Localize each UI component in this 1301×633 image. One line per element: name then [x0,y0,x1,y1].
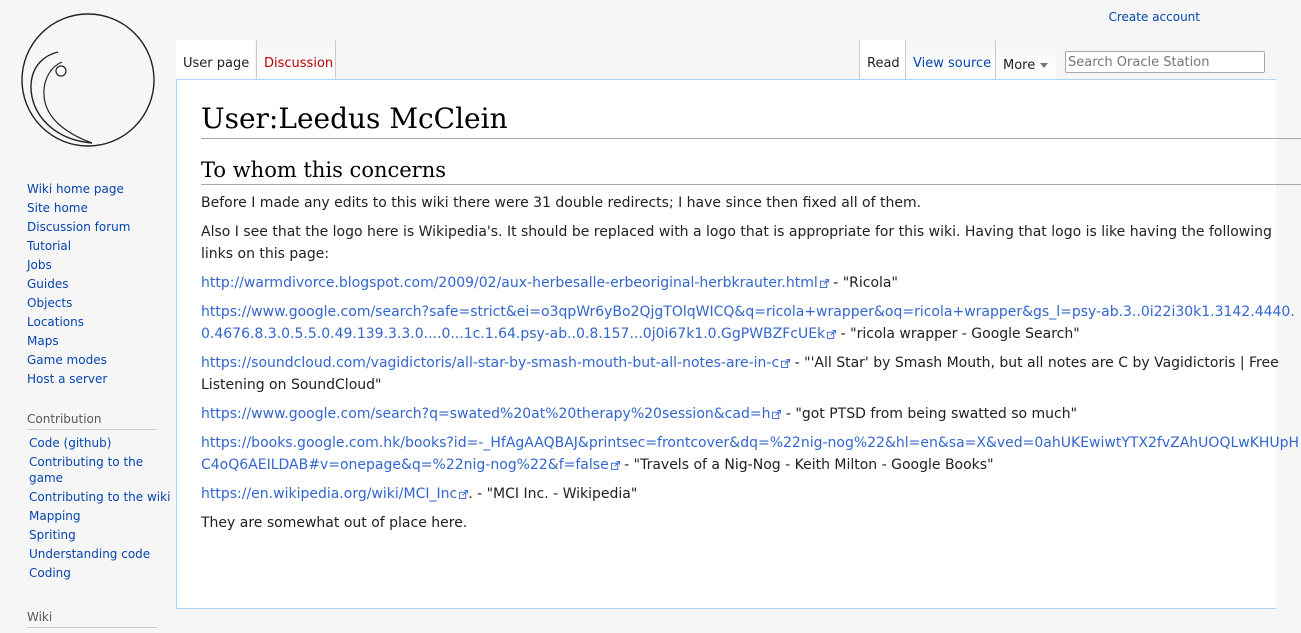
link-item [201,432,1301,476]
sidebar-item [27,218,176,237]
sidebar-item [27,351,176,370]
link-description: - "got PTSD from being swatted so much" [781,406,1078,422]
sidebar-item [29,508,176,524]
chevron-down-icon [1040,63,1048,68]
sidebar-item-understanding-code[interactable]: Understanding code [29,547,151,561]
tab-read[interactable]: Read [859,40,905,80]
external-link-url: https://soundcloud.com/vagidictoris/all-star-by-smash-mouth-but-all-notes-are-in-c [201,355,780,371]
external-link[interactable] [201,406,781,422]
link-description: - "ricola wrapper - Google Search" [836,326,1080,342]
sidebar-item [27,199,176,218]
external-link-url: https://www.google.com/search?safe=strict&ei=o3qpWr6yBo2QjgTOlqWICQ&q=ricola+wrapper&oq=ricola+wrapper&gs_l=psy-ab.3..0i22i30k1.3142.4440.0.4676.8.3.0.5.5.0.49.139.3.3.0....0...1c.1.64.psy-ab..0.8.157...0j0i67k1.0.GgPWBZFcUEk [201,304,1295,342]
sidebar-item [27,237,176,256]
paragraph-logo: Also I see that the logo here is Wikipedia's. It should be replaced with a logo that is appropriate for this wiki. Having that logo is like having the following links on this page: [201,224,1272,262]
page-title: User:Leedus McClein [201,102,1301,139]
sidebar-item [29,565,176,581]
external-link-url: https://www.google.com/search?q=swated%20at%20therapy%20session&cad=h [201,406,771,422]
logo-icon [0,0,176,160]
sidebar-wiki [27,610,176,633]
external-link[interactable] [201,486,468,502]
sidebar-item [27,294,176,313]
sidebar-item [27,370,176,389]
sidebar-heading-contribution: Contribution [27,412,157,430]
sidebar-heading-wiki: Wiki [27,610,157,628]
sidebar-item [29,435,176,451]
tab-view-source[interactable]: View source [905,40,995,80]
external-link-icon [781,359,790,368]
sidebar-item [29,489,176,505]
sidebar-item-contributing-game[interactable]: Contributing to the game [29,455,144,485]
link-description: - "Ricola" [828,275,898,291]
sidebar-item-spriting[interactable]: Spriting [29,528,76,542]
tab-discussion[interactable]: Discussion [256,40,336,80]
sidebar-item [27,180,176,199]
personal-tools [1109,10,1201,24]
sidebar-item-game-modes[interactable]: Game modes [27,353,107,367]
sidebar-item-wiki-home-page[interactable]: Wiki home page [27,182,124,196]
external-link[interactable] [201,275,829,291]
sidebar-item [27,332,176,351]
sidebar-item-jobs[interactable]: Jobs [27,258,52,272]
external-link-icon [820,279,829,288]
sidebar-item-mapping[interactable]: Mapping [29,509,81,523]
sidebar-item [29,454,176,486]
external-link-url: https://en.wikipedia.org/wiki/MCI_Inc [201,486,458,502]
link-description: - "Travels of a Nig-Nog - Keith Milton - Google Books" [619,457,994,473]
sidebar-item-contributing-wiki[interactable]: Contributing to the wiki [29,490,171,504]
external-link-icon [611,461,620,470]
more-menu-label: More [1003,58,1036,73]
external-link-icon [459,490,468,499]
sidebar-item-coding[interactable]: Coding [29,566,71,580]
link-item [201,301,1301,345]
sidebar-item-guides[interactable]: Guides [27,277,69,291]
external-link-url: http://warmdivorce.blogspot.com/2009/02/aux-herbesalle-erbeoriginal-herbkrauter.html [201,275,818,291]
section-heading: To whom this concerns [201,156,1301,185]
sidebar-item [29,546,176,562]
main-content [176,79,1300,609]
sidebar-item-tutorial[interactable]: Tutorial [27,239,72,253]
link-item [201,403,1301,425]
body-content [201,156,1301,541]
paragraph-redirects: Before I made any edits to this wiki there were 31 double redirects; I have since then fixed all of them. [201,195,922,211]
search-box [1065,51,1265,73]
link-item [201,352,1301,396]
external-link[interactable] [201,304,1295,342]
external-link-url: https://books.google.com.hk/books?id=-_HfAgAAQBAJ&printsec=frontcover&dq=%22nig-nog%22&hl=en&sa=X&ved=0ahUKEwiwtYTX2fvZAhUOQLwKHUpHC4oQ6AEILDAB#v=onepage&q=%22nig-nog%22&f=false [201,435,1300,473]
link-description: . - "MCI Inc. - Wikipedia" [468,486,638,502]
link-item [201,483,1301,505]
sidebar-contribution [27,412,176,584]
sidebar-item-code-github[interactable]: Code (github) [29,436,112,450]
external-link-icon [827,330,836,339]
sidebar-item-objects[interactable]: Objects [27,296,73,310]
sidebar-item-site-home[interactable]: Site home [27,201,88,215]
sidebar-item [27,313,176,332]
tab-user-page[interactable]: User page [176,40,255,80]
create-account-link[interactable]: Create account [1108,10,1200,24]
sidebar-item-discussion-forum[interactable]: Discussion forum [27,220,131,234]
link-description: - "'All Star' by Smash Mouth, but all notes are C by Vagidictoris | Free Listening on SoundCloud" [201,355,1279,393]
search-input[interactable] [1068,53,1258,71]
sidebar-navigation [27,180,176,389]
sidebar-item [29,527,176,543]
sidebar-item-maps[interactable]: Maps [27,334,59,348]
sidebar-item [27,275,176,294]
sidebar-item [27,256,176,275]
site-logo[interactable] [0,0,176,160]
sidebar-item-host-a-server[interactable]: Host a server [27,372,108,386]
link-item [201,272,1301,294]
sidebar-item-locations[interactable]: Locations [27,315,85,329]
paragraph-closing: They are somewhat out of place here. [201,515,468,531]
external-link[interactable] [201,355,790,371]
more-menu[interactable] [995,40,1056,80]
